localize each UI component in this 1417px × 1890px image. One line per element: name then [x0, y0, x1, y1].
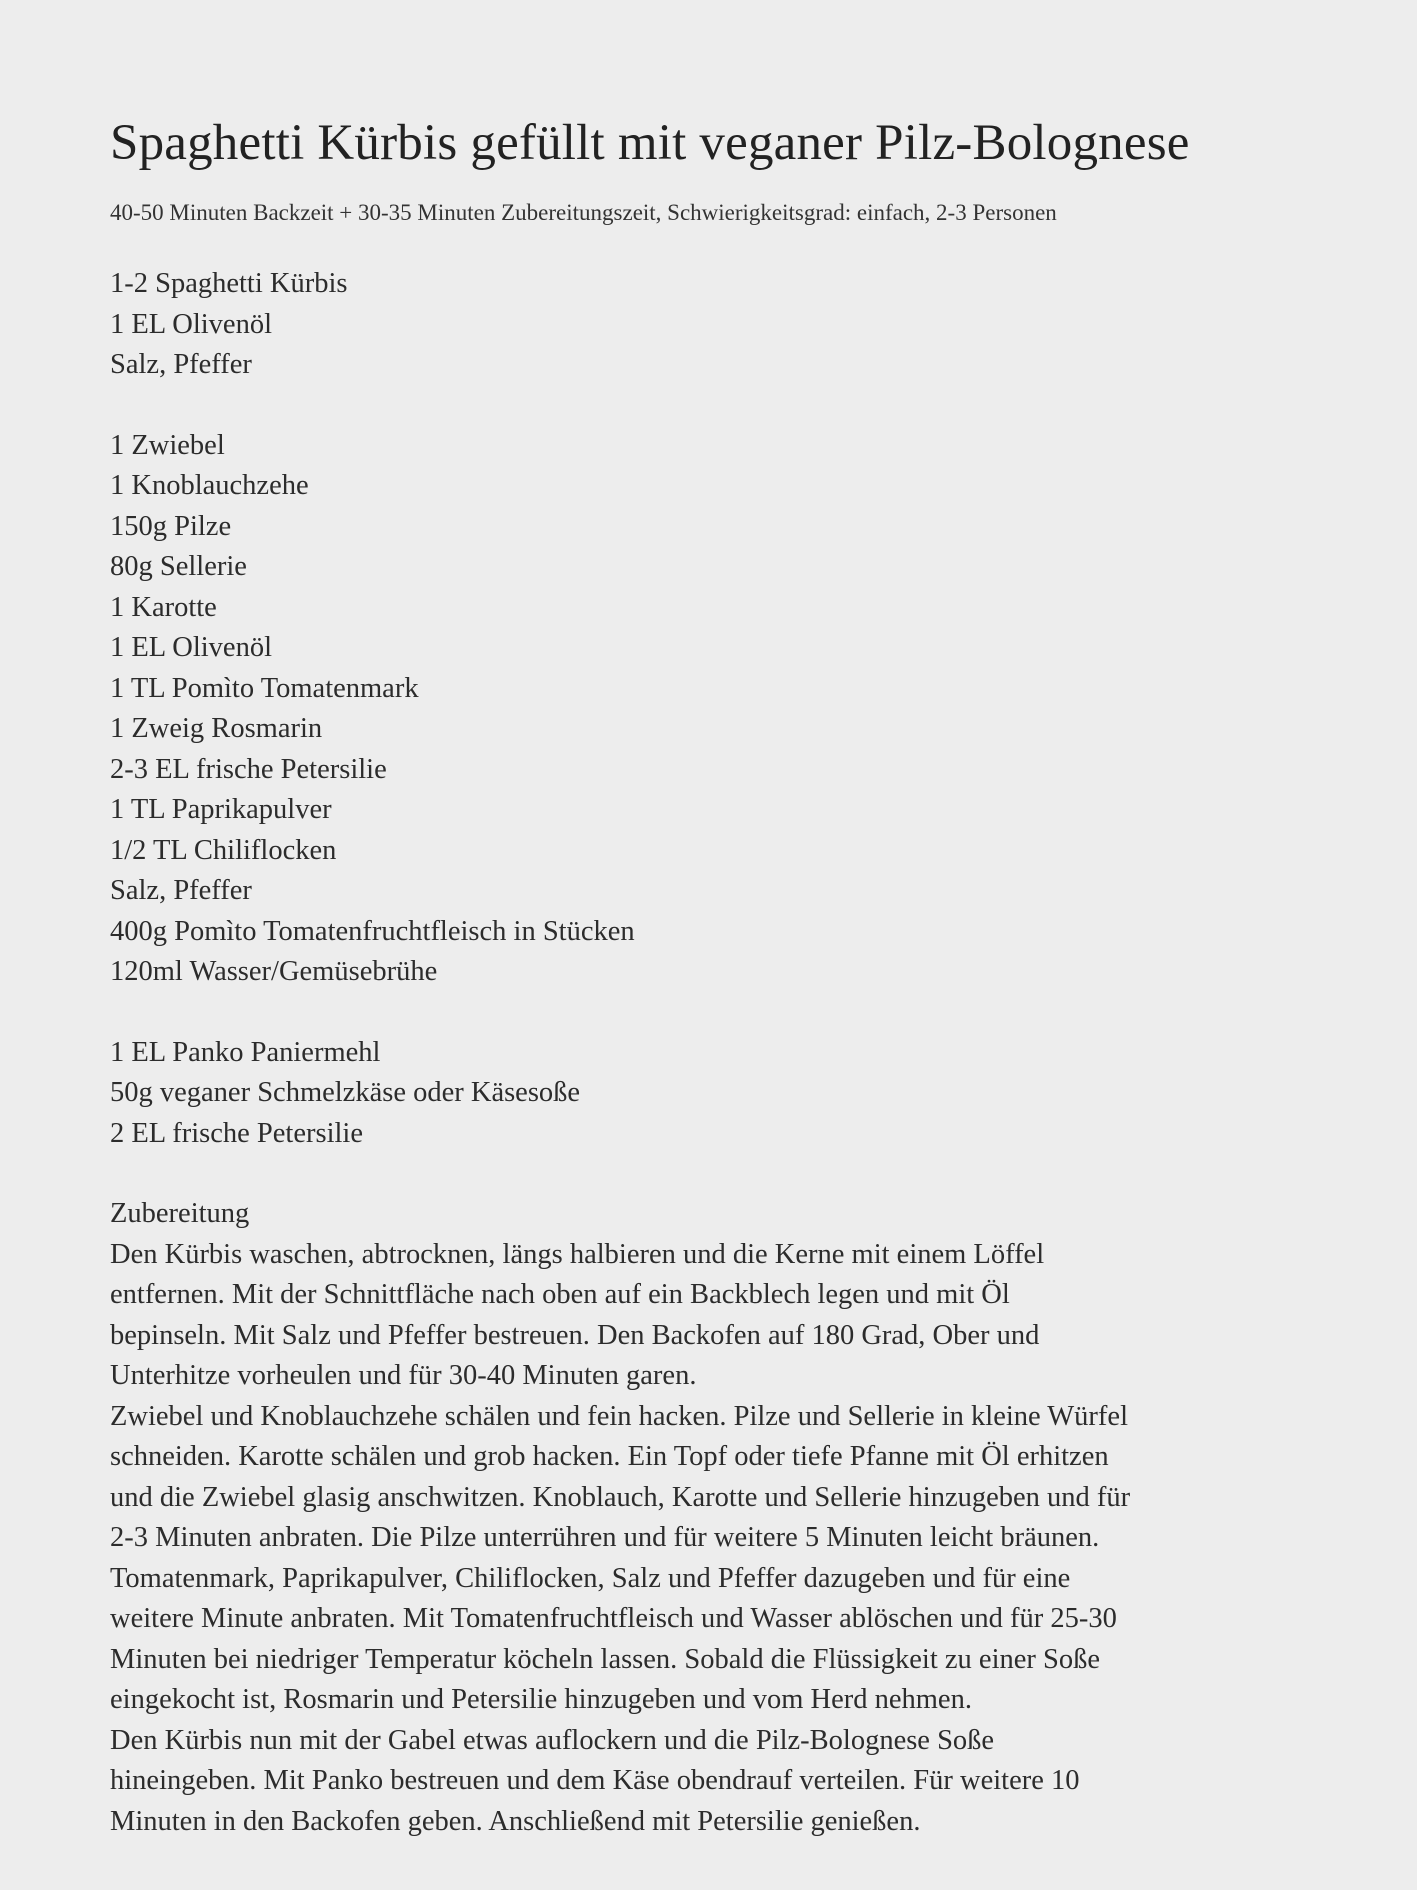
- ingredient-item: 2-3 EL frische Petersilie: [110, 753, 387, 785]
- preparation-line: schneiden. Karotte schälen und grob hacken. Ein Topf oder tiefe Pfanne mit Öl erhitzen: [110, 1441, 1109, 1472]
- preparation-line: 2-3 Minuten anbraten. Die Pilze unterrühren und für weitere 5 Minuten leicht bräunen.: [110, 1522, 1100, 1553]
- ingredient-item: Salz, Pfeffer: [110, 349, 252, 380]
- ingredient-item: 1 EL Olivenöl: [110, 308, 272, 340]
- recipe-title: Spaghetti Kürbis gefüllt mit veganer Pilz-Bolognese: [110, 115, 1190, 171]
- ingredient-item: 1 EL Olivenöl: [110, 632, 272, 663]
- ingredient-item: 80g Sellerie: [110, 551, 247, 582]
- preparation-line: Zwiebel und Knoblauchzehe schälen und fein hacken. Pilze und Sellerie in kleine Würfel: [110, 1400, 1128, 1432]
- preparation-line: Minuten in den Backofen geben. Anschließend mit Petersilie genießen.: [110, 1805, 921, 1837]
- preparation-section: [110, 1194, 1330, 1842]
- ingredient-item: 50g veganer Schmelzkäse oder Käsesoße: [110, 1077, 581, 1108]
- ingredient-list-bolognese: [110, 426, 1330, 993]
- preparation-line: eingekocht ist, Rosmarin und Petersilie hinzugeben und vom Herd nehmen.: [110, 1684, 972, 1715]
- preparation-line: Unterhitze vorheulen und für 30-40 Minuten garen.: [110, 1360, 697, 1391]
- preparation-line: Minuten bei niedriger Temperatur köcheln lassen. Sobald die Flüssigkeit zu einer Soße: [110, 1643, 1100, 1675]
- preparation-heading: Zubereitung: [110, 1198, 250, 1229]
- ingredient-item: Salz, Pfeffer: [110, 875, 252, 906]
- ingredient-item: 1/2 TL Chiliflocken: [110, 834, 337, 866]
- preparation-line: bepinseln. Mit Salz und Pfeffer bestreuen. Den Backofen auf 180 Grad, Ober und: [110, 1319, 1040, 1351]
- ingredient-item: 120ml Wasser/Gemüsebrühe: [110, 956, 438, 987]
- ingredient-list-squash: [110, 264, 1330, 386]
- ingredient-item: 1-2 Spaghetti Kürbis: [110, 268, 348, 299]
- preparation-line: und die Zwiebel glasig anschwitzen. Knoblauch, Karotte und Sellerie hinzugeben und für: [110, 1481, 1131, 1513]
- preparation-line: weitere Minute anbraten. Mit Tomatenfruchtfleisch und Wasser ablöschen und für 25-30: [110, 1603, 1117, 1634]
- ingredient-item: 1 Karotte: [110, 591, 217, 623]
- ingredient-item: 1 TL Pomìto Tomatenmark: [110, 672, 419, 704]
- preparation-line: Den Kürbis waschen, abtrocknen, längs halbieren und die Kerne mit einem Löffel: [110, 1238, 1045, 1270]
- preparation-line: Tomatenmark, Paprikapulver, Chiliflocken, Salz und Pfeffer dazugeben und für eine: [110, 1562, 1071, 1594]
- ingredient-list-topping: [110, 1033, 1330, 1155]
- ingredient-item: 1 EL Panko Paniermehl: [110, 1036, 381, 1068]
- ingredient-item: 1 Zwiebel: [110, 429, 225, 461]
- preparation-line: entfernen. Mit der Schnittfläche nach oben auf ein Backblech legen und mit Öl: [110, 1279, 1010, 1310]
- preparation-line: hineingeben. Mit Panko bestreuen und dem Käse obendrauf verteilen. Für weitere 10: [110, 1765, 1080, 1796]
- ingredient-item: 150g Pilze: [110, 510, 232, 542]
- recipe-page: [110, 112, 1330, 1842]
- ingredient-item: 1 Knoblauchzehe: [110, 470, 309, 501]
- ingredient-item: 1 TL Paprikapulver: [110, 794, 332, 825]
- recipe-meta: 40-50 Minuten Backzeit + 30-35 Minuten Zubereitungszeit, Schwierigkeitsgrad: einfach, 2-3 Personen: [110, 200, 1057, 225]
- ingredient-item: 2 EL frische Petersilie: [110, 1117, 363, 1149]
- ingredient-item: 400g Pomìto Tomatenfruchtfleisch in Stücken: [110, 915, 635, 947]
- ingredient-item: 1 Zweig Rosmarin: [110, 713, 323, 744]
- preparation-line: Den Kürbis nun mit der Gabel etwas auflockern und die Pilz-Bolognese Soße: [110, 1724, 995, 1756]
